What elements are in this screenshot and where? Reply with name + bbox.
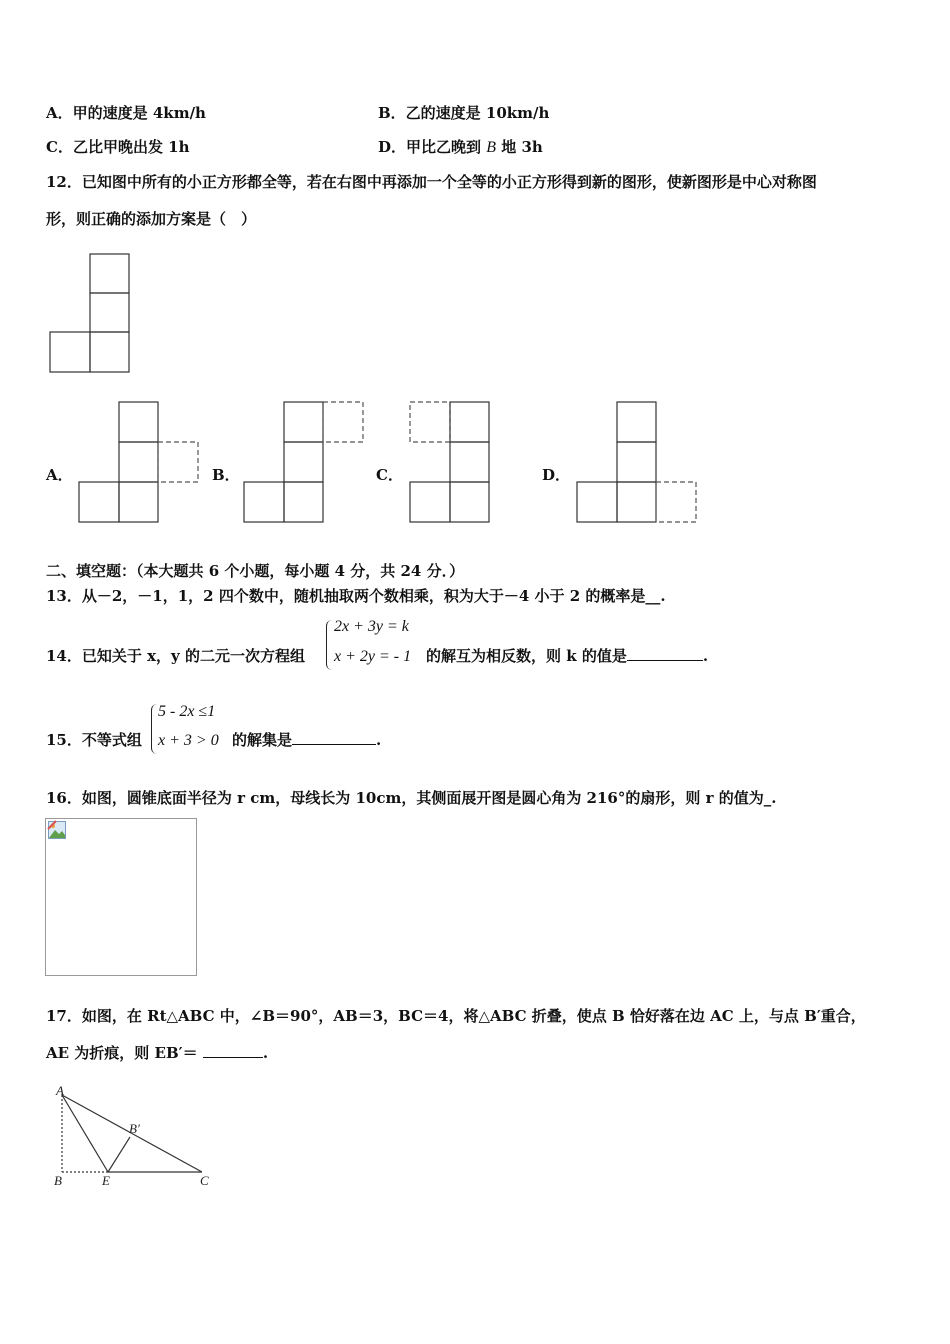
q12-option-a-figure (79, 402, 204, 524)
added-square-dashed (158, 442, 198, 482)
q12-line1: 12．已知图中所有的小正方形都全等，若在右图中再添加一个全等的小正方形得到新的图形，使新图形是中心对称图 (46, 173, 817, 191)
label-a: A (56, 1083, 64, 1098)
q15-prefix: 15．不等式组 (46, 731, 142, 749)
q12-option-d-figure (577, 402, 702, 524)
q17-line2 (46, 1042, 268, 1063)
added-square-dashed (323, 402, 363, 442)
q12-option-c-label: C． (376, 466, 403, 484)
q11-option-d (378, 136, 543, 157)
q17-line2-prefix: AE 为折痕，则 EB′＝ (46, 1044, 203, 1062)
q15-suffix: 的解集是 (232, 731, 293, 749)
q12-option-b-label: B． (212, 466, 240, 484)
q11-d-suffix: 地 3h (496, 138, 543, 156)
broken-image-icon (48, 821, 68, 841)
q14-suffix-line (426, 645, 708, 666)
square (50, 332, 90, 372)
q14-answer-blank (627, 660, 703, 661)
q14-equation-2: x + 2y = - 1 (334, 648, 412, 665)
label-b: B (54, 1173, 62, 1188)
label-c: C (200, 1173, 209, 1188)
q14-end: . (702, 647, 709, 665)
q12-option-c-figure (410, 402, 535, 524)
q14-equation-1: 2x + 3y = k (334, 618, 409, 635)
square (90, 293, 129, 332)
q12-option-d-label: D． (542, 466, 571, 484)
segment-eb-prime (108, 1137, 130, 1172)
segment-ae (62, 1095, 108, 1172)
q15-end: . (376, 731, 382, 749)
q17-end: . (262, 1044, 269, 1062)
q13-text: 13．从－2，－1，1，2 四个数中，随机抽取两个数相乘，积为大于－4 小于 2 的概率是__. (46, 587, 666, 605)
q16-text: 16．如图，圆锥底面半径为 r cm，母线长为 10cm，其侧面展开图是圆心角为 216°的扇形，则 r 的值为_. (46, 789, 777, 807)
q17-line1: 17．如图，在 Rt△ABC 中，∠B＝90°，AB＝3，BC＝4，将△ABC 折叠，使点 B 恰好落在边 AC 上，与点 B′重合， (46, 1007, 866, 1025)
square (90, 332, 129, 372)
q17-triangle-figure (50, 1085, 220, 1195)
q12-main-figure (50, 254, 130, 374)
q11-d-var: B (486, 139, 497, 156)
q16-broken-image (45, 818, 197, 976)
q11-option-b: B．乙的速度是 10km/h (378, 104, 550, 122)
label-e: E (102, 1173, 110, 1188)
q12-line2: 形，则正确的添加方案是（ ） (46, 210, 257, 228)
q17-answer-blank (203, 1057, 263, 1058)
added-square-dashed (656, 482, 696, 522)
q11-d-prefix: D．甲比乙晚到 (378, 138, 487, 156)
square (90, 254, 129, 293)
q15-suffix-line (232, 729, 381, 750)
q11-option-a: A．甲的速度是 4km/h (46, 104, 206, 122)
q15-inequality-2: x + 3 > 0 (158, 732, 219, 749)
q12-option-a-label: A． (46, 466, 73, 484)
label-b-prime: B′ (129, 1121, 140, 1136)
q14-prefix: 14．已知关于 x，y 的二元一次方程组 (46, 647, 305, 665)
q12-option-b-figure (244, 402, 369, 524)
q14-suffix: 的解互为相反数，则 k 的值是 (426, 647, 627, 665)
section-heading: 二、填空题：（本大题共 6 个小题，每小题 4 分，共 24 分．） (46, 562, 465, 580)
q11-option-c: C．乙比甲晚出发 1h (46, 138, 190, 156)
q15-answer-blank (292, 744, 376, 745)
q15-inequality-1: 5 - 2x ≤1 (158, 703, 216, 720)
added-square-dashed (410, 402, 450, 442)
